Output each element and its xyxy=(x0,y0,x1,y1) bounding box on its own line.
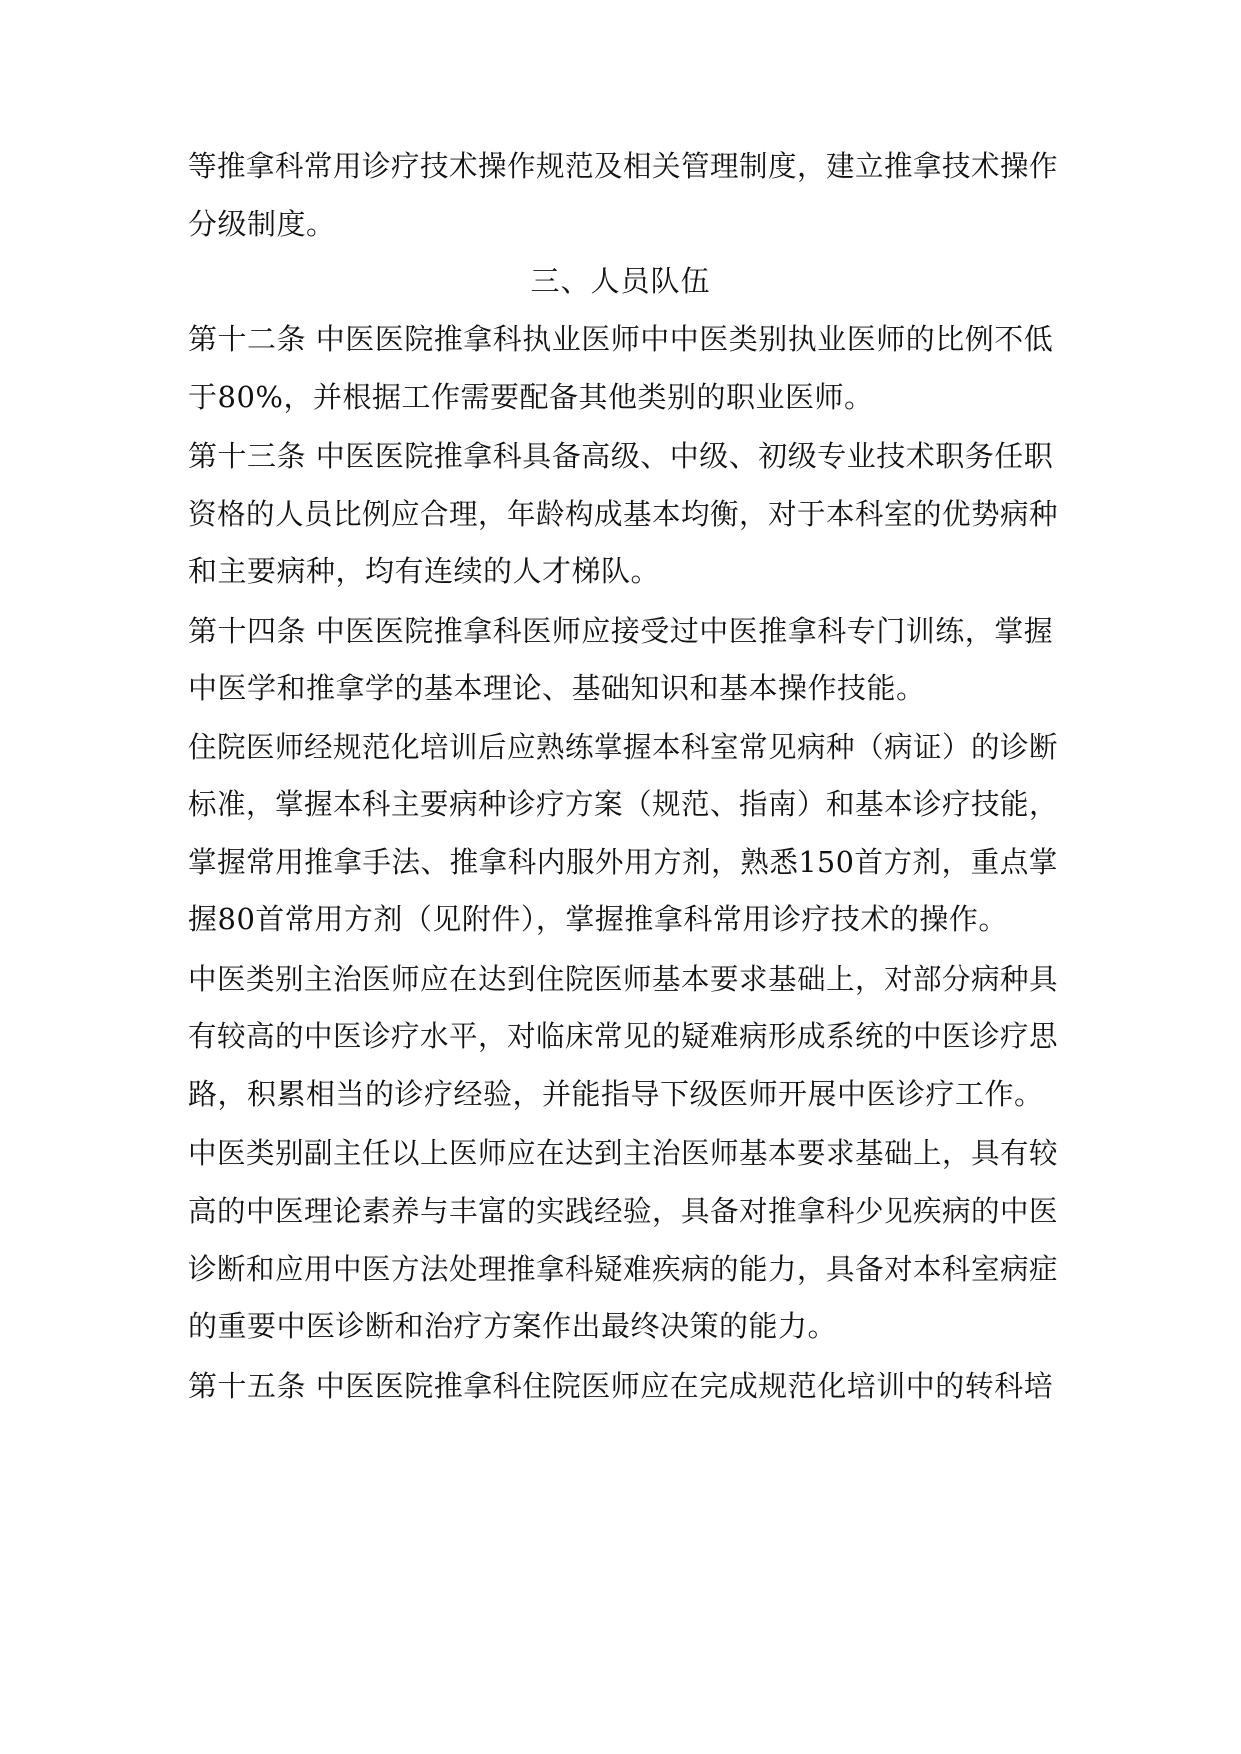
body-text-line: 握80首常用方剂（见附件），掌握推拿科常用诊疗技术的操作。 xyxy=(188,902,1008,936)
body-text-line: 和主要病种，均有连续的人才梯队。 xyxy=(188,554,661,588)
body-text-line: 中医类别主治医师应在达到住院医师基本要求基础上，对部分病种具 xyxy=(188,962,1059,996)
article-12-line: 第十二条 中医医院推拿科执业医师中中医类别执业医师的比例不低 xyxy=(188,322,1054,356)
body-text-line: 住院医师经规范化培训后应熟练掌握本科室常见病种（病证）的诊断 xyxy=(188,730,1059,764)
body-text-line: 分级制度。 xyxy=(188,207,336,241)
body-text-line: 掌握常用推拿手法、推拿科内服外用方剂，熟悉150首方剂，重点掌 xyxy=(188,845,1058,879)
body-text-line: 的重要中医诊断和治疗方案作出最终决策的能力。 xyxy=(188,1309,838,1343)
body-text-line: 于80%，并根据工作需要配备其他类别的职业医师。 xyxy=(188,380,874,414)
article-13-line: 第十三条 中医医院推拿科具备高级、中级、初级专业技术职务任职 xyxy=(188,439,1054,473)
body-text-line: 诊断和应用中医方法处理推拿科疑难疾病的能力，具备对本科室病症 xyxy=(188,1252,1059,1286)
article-14-line: 第十四条 中医医院推拿科医师应接受过中医推拿科专门训练，掌握 xyxy=(188,614,1054,648)
body-text-line: 等推拿科常用诊疗技术操作规范及相关管理制度，建立推拿技术操作 xyxy=(188,149,1059,183)
body-text-line: 中医类别副主任以上医师应在达到主治医师基本要求基础上，具有较 xyxy=(188,1136,1059,1170)
body-text-line: 标准，掌握本科主要病种诊疗方案（规范、指南）和基本诊疗技能， xyxy=(188,787,1059,821)
body-text-line: 中医学和推拿学的基本理论、基础知识和基本操作技能。 xyxy=(188,671,926,705)
article-15-line: 第十五条 中医医院推拿科住院医师应在完成规范化培训中的转科培 xyxy=(188,1369,1054,1403)
section-heading: 三、人员队伍 xyxy=(530,264,711,298)
body-text-line: 高的中医理论素养与丰富的实践经验，具备对推拿科少见疾病的中医 xyxy=(188,1194,1059,1228)
body-text-line: 路，积累相当的诊疗经验，并能指导下级医师开展中医诊疗工作。 xyxy=(188,1077,1044,1111)
body-text-line: 资格的人员比例应合理，年龄构成基本均衡，对于本科室的优势病种 xyxy=(188,497,1059,531)
body-text-line: 有较高的中医诊疗水平，对临床常见的疑难病形成系统的中医诊疗思 xyxy=(188,1019,1059,1053)
